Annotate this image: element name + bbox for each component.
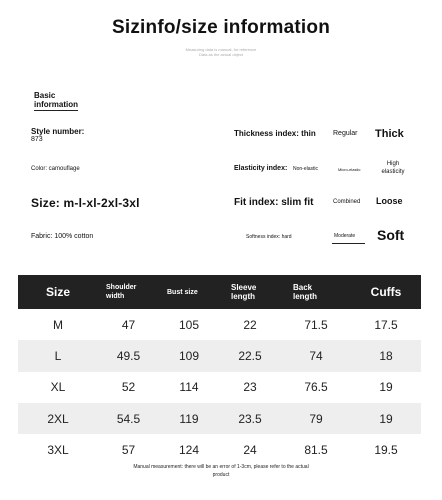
table-row <box>18 403 421 434</box>
measurement-note-line-2: product <box>212 472 230 478</box>
cell-back: 71.5 <box>304 317 328 332</box>
size-table-header-row <box>18 275 421 309</box>
basic-info-underline <box>34 110 78 111</box>
elasticity-option-high-line-1: High <box>386 161 400 167</box>
thickness-index-label: Thickness index: thin <box>234 129 316 138</box>
header-shoulder-line-2: width <box>106 293 125 300</box>
elasticity-option-non-elastic: Non-elastic <box>293 166 319 172</box>
fabric-info: Fabric: 100% cotton <box>31 233 94 240</box>
table-row <box>18 372 421 403</box>
header-back-length <box>281 275 351 309</box>
subtitle-line-2: Data as the actual object <box>198 52 244 57</box>
cell-back: 74 <box>281 340 351 371</box>
cell-shoulder: 49.5 <box>98 340 159 371</box>
softness-option-soft: Soft <box>377 227 405 243</box>
cell-bust: 109 <box>159 340 219 371</box>
page-title: Sizinfo/size information <box>111 17 331 38</box>
cell-size: M <box>53 317 63 332</box>
fit-option-loose: Loose <box>376 196 403 206</box>
size-table <box>18 275 421 465</box>
subtitle <box>0 47 442 57</box>
color-info: Color: camouflage <box>31 166 80 172</box>
cell-shoulder: 52 <box>121 380 136 395</box>
header-cuffs: Cuffs <box>351 275 421 309</box>
table-row <box>18 309 421 340</box>
header-shoulder-line-1: Shoulder <box>106 284 137 291</box>
thickness-option-regular: Regular <box>333 130 358 137</box>
header-sleeve-length <box>219 275 281 309</box>
cell-sleeve: 23 <box>243 380 257 395</box>
cell-sleeve: 22.5 <box>219 340 281 371</box>
cell-bust: 124 <box>178 442 200 457</box>
thickness-option-thick: Thick <box>375 128 404 140</box>
header-sleeve-line-1: Sleeve <box>231 283 257 292</box>
cell-bust: 105 <box>178 317 200 332</box>
cell-bust: 119 <box>159 403 219 434</box>
fit-option-combined: Combined <box>333 199 361 205</box>
cell-sleeve: 23.5 <box>219 403 281 434</box>
cell-size: 3XL <box>47 442 69 457</box>
softness-option-moderate: Moderate <box>334 233 356 239</box>
size-info: Size: m-l-xl-2xl-3xl <box>31 196 140 210</box>
basic-info-heading <box>34 91 78 109</box>
header-bust-size: Bust size <box>159 275 219 309</box>
header-size: Size <box>18 275 98 309</box>
cell-shoulder: 57 <box>121 442 136 457</box>
cell-cuffs: 19 <box>351 403 421 434</box>
cell-shoulder: 47 <box>121 317 136 332</box>
cell-cuffs: 19 <box>379 380 393 395</box>
style-number-value: 873 <box>31 136 43 143</box>
cell-size: L <box>18 340 98 371</box>
cell-bust: 114 <box>179 380 199 395</box>
subtitle-line-1: Measuring data is manual, for reference <box>185 47 257 52</box>
elasticity-option-high <box>378 160 408 176</box>
cell-back: 79 <box>281 403 351 434</box>
cell-cuffs: 17.5 <box>374 317 398 332</box>
basic-info-heading-line-2: information <box>34 100 78 109</box>
cell-size: 2XL <box>18 403 98 434</box>
header-shoulder-width <box>98 275 159 309</box>
cell-shoulder: 54.5 <box>98 403 159 434</box>
cell-sleeve: 22 <box>243 317 257 332</box>
cell-sleeve: 24 <box>243 442 257 457</box>
elasticity-option-high-line-2: elasticity <box>381 169 405 175</box>
style-number-label: Style number: <box>31 127 85 136</box>
header-back-line-1: Back <box>293 283 313 292</box>
table-row <box>18 434 421 465</box>
softness-moderate-underline <box>332 243 365 244</box>
cell-cuffs: 19.5 <box>374 442 398 457</box>
fit-index-label: Fit index: slim fit <box>234 197 314 208</box>
cell-cuffs: 18 <box>351 340 421 371</box>
cell-size: XL <box>50 380 66 395</box>
measurement-note-line-1: Manual measurement: there will be an error of 1-3cm, please refer to the actual <box>133 464 309 470</box>
softness-index-label: Softness index: hard <box>246 234 292 240</box>
table-row <box>18 340 421 371</box>
basic-info-heading-line-1: Basic <box>34 91 56 100</box>
elasticity-index-label: Elasticity index: <box>234 165 288 172</box>
elasticity-option-micro-elastic: Micro-elastic <box>338 167 361 172</box>
cell-back: 81.5 <box>304 442 328 457</box>
cell-back: 76.5 <box>304 380 328 395</box>
measurement-note <box>0 463 442 479</box>
header-back-line-2: length <box>293 292 317 301</box>
header-sleeve-line-2: length <box>231 292 255 301</box>
